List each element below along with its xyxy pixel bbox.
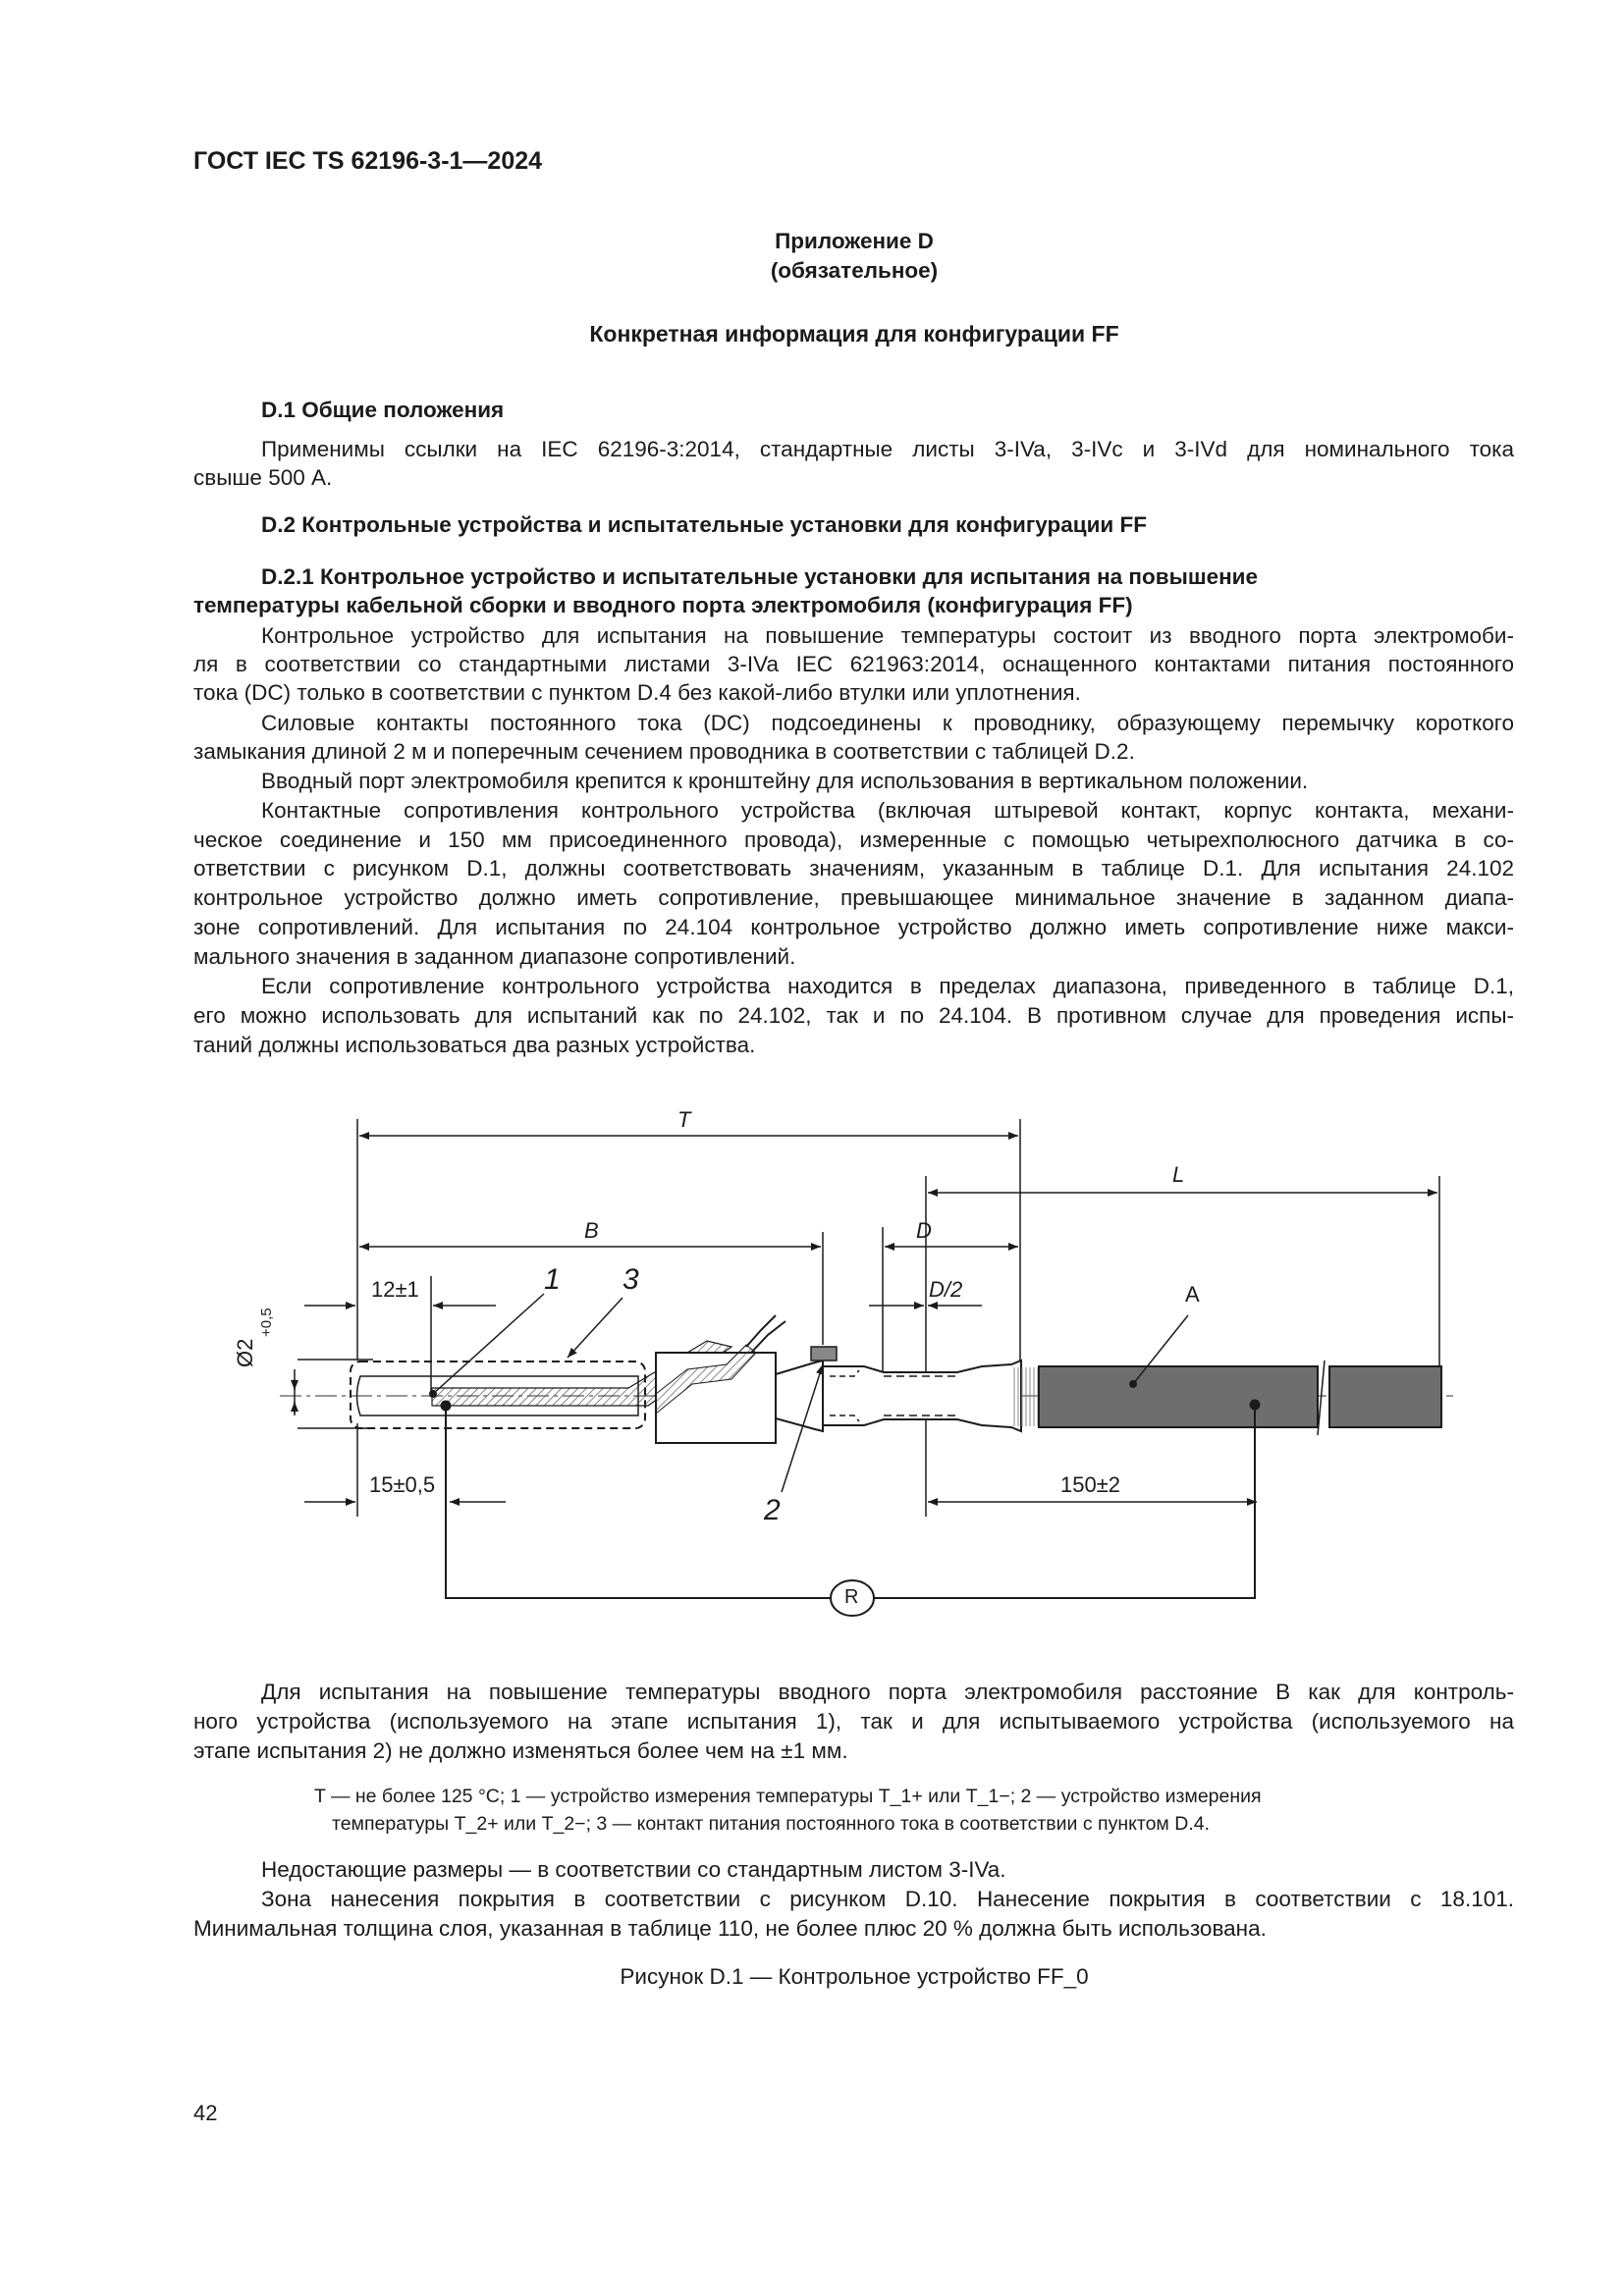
figure-label-diameter-tolerance: +0,5	[258, 1308, 275, 1337]
section-d1-line-2: свыше 500 А.	[193, 465, 333, 490]
figure-label-D: D	[916, 1218, 932, 1243]
para-line: его можно использовать для испытаний как по 24.102, так и по 24.104. В противном случае для проведения испы-	[193, 1003, 1514, 1028]
cable-A-end	[1329, 1366, 1441, 1427]
para-line: зоне сопротивлений. Для испытания по 24.104 контрольное устройство должно иметь сопротивление ниже макси-	[193, 915, 1514, 939]
figure-label-R: R	[844, 1586, 859, 1608]
figure-caption: Рисунок D.1 — Контрольное устройство FF_0	[620, 1964, 1089, 1989]
figure-label-L: L	[1172, 1162, 1185, 1187]
para-line: Силовые контакты постоянного тока (DC) подсоединены к проводнику, образующему перемычку короткого	[261, 711, 1514, 735]
para-line: контрольное устройство должно иметь сопротивление, превышающее минимальное значение в заданном диапа-	[193, 885, 1514, 910]
figure-label-2: 2	[764, 1494, 781, 1526]
annex-status: (обязательное)	[770, 258, 939, 283]
para-line: таний должны использоваться два разных устройства.	[193, 1033, 756, 1057]
figure-label-B: B	[584, 1218, 599, 1243]
para-line: тока (DC) только в соответствии с пунктом D.4 без какой-либо втулки или уплотнения.	[193, 680, 1081, 705]
figure-note-line: ного устройства (используемого на этапе испытания 1), так и для испытываемого устройства (используемого на	[193, 1709, 1514, 1734]
annex-subtitle: Конкретная информация для конфигурации FF	[589, 321, 1119, 347]
para-line: замыкания длиной 2 м и поперечным сечением проводника в соответствии с таблицей D.2.	[193, 739, 1135, 764]
section-d21-heading-1: D.2.1 Контрольное устройство и испытательные установки для испытания на повышение	[261, 564, 1259, 589]
figure-label-diameter: Ø2	[233, 1338, 257, 1367]
para-line: Если сопротивление контрольного устройства находится в пределах диапазона, приведенного в таблице D.1,	[261, 974, 1514, 998]
para-line: Контактные сопротивления контрольного устройства (включая штыревой контакт, корпус контакта, механи-	[261, 798, 1514, 823]
figure-label-T: T	[677, 1107, 691, 1132]
para-line: ля в соответствии со стандартными листами 3-IVa IEC 621963:2014, оснащенного контактами питания постоянного	[193, 652, 1514, 676]
figure-label-A: A	[1185, 1282, 1200, 1307]
page-number: 42	[193, 2101, 218, 2125]
figure-label-150: 150±2	[1060, 1472, 1121, 1497]
sensor-wire	[746, 1315, 785, 1353]
figure-legend-line-2: температуры T_2+ или T_2−; 3 — контакт питания постоянного тока в соответствии с пунктом D.4.	[332, 1813, 1211, 1835]
crimp-zone	[823, 1361, 1021, 1431]
annex-title: Приложение D	[775, 229, 934, 253]
para-line: ческое соединение и 150 мм присоединенного провода), измеренные с помощью четырехполюсного датчика в со-	[193, 828, 1514, 852]
wire-strands	[1011, 1367, 1039, 1426]
section-d21-heading-2: температуры кабельной сборки и вводного порта электромобиля (конфигурация FF)	[193, 593, 1133, 617]
figure-remark-line: Минимальная толщина слоя, указанная в таблице 110, не более плюс 20 % должна быть использована.	[193, 1916, 1267, 1941]
para-line: Вводный порт электромобиля крепится к кронштейну для использования в вертикальном положении.	[261, 769, 1309, 793]
figure-label-12: 12±1	[371, 1277, 419, 1302]
para-line: ответствии с рисунком D.1, должны соответствовать значениям, указанным в таблице D.1. Для испытания 24.102	[193, 856, 1514, 881]
sensor-2-block	[811, 1347, 837, 1361]
section-d1-heading: D.1 Общие положения	[261, 398, 505, 422]
figure-note-line: этапе испытания 2) не должно изменяться более чем на ±1 мм.	[193, 1738, 848, 1763]
section-d1-line-1: Применимы ссылки на IEC 62196-3:2014, стандартные листы 3-IVa, 3-IVc и 3-IVd для номинального тока	[261, 437, 1514, 461]
para-line: мального значения в заданном диапазоне сопротивлений.	[193, 944, 796, 969]
document-code: ГОСТ IEC TS 62196-3-1—2024	[193, 147, 543, 175]
leader-3	[568, 1298, 623, 1358]
figure-remark-line: Зона нанесения покрытия в соответствии с рисунком D.10. Нанесение покрытия в соответствии с 18.101.	[261, 1887, 1514, 1911]
figure-label-15: 15±0,5	[369, 1472, 436, 1497]
contact-sleeve	[776, 1361, 823, 1431]
figure-note-line: Для испытания на повышение температуры вводного порта электромобиля расстояние B как для контроль-	[261, 1680, 1514, 1704]
leader-1	[433, 1294, 544, 1394]
extension-lines	[298, 1119, 1439, 1517]
section-d2-heading: D.2 Контрольные устройства и испытательные установки для конфигурации FF	[261, 512, 1147, 537]
figure-label-3: 3	[623, 1263, 639, 1296]
figure-remark-line: Недостающие размеры — в соответствии со стандартным листом 3-IVa.	[261, 1857, 1006, 1882]
figure-legend-line-1: T — не более 125 °C; 1 — устройство измерения температуры T_1+ или T_1−; 2 — устройство измерения	[314, 1786, 1262, 1807]
figure-label-D-half: D/2	[929, 1277, 963, 1302]
cable-A	[1039, 1366, 1318, 1427]
figure-label-1: 1	[544, 1263, 561, 1296]
para-line: Контрольное устройство для испытания на повышение температуры состоит из вводного порта электромоби-	[261, 623, 1514, 648]
